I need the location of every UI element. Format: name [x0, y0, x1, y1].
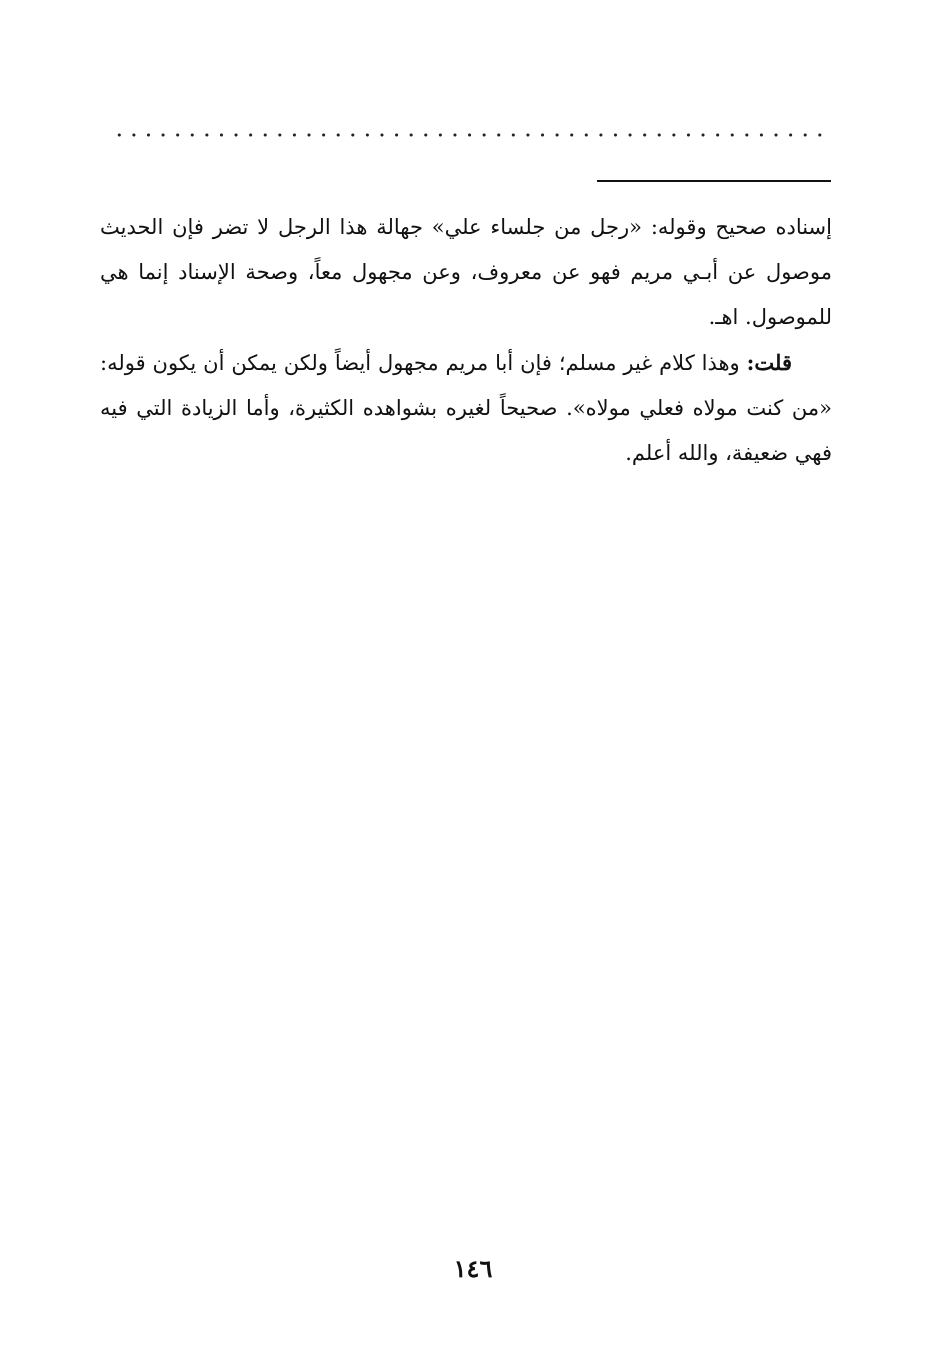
footnote-rule — [597, 180, 831, 182]
body-text — [100, 205, 832, 476]
dotted-separator — [112, 133, 830, 137]
paragraph-1: إسناده صحيح وقوله: «رجل من جلساء علي» جهالة هذا الرجل لا تضر فإن الحديث موصول عن أبـي مريم فهو عن معروف، وعن مجهول معاً، وصحة الإسناد إنما هي للموصول. اهـ. — [100, 215, 832, 329]
paragraph-2 — [100, 340, 832, 476]
page-number: ١٤٦ — [453, 1254, 493, 1283]
paragraph-2-body: وهذا كلام غير مسلم؛ فإن أبا مريم مجهول أيضاً ولكن يمكن أن يكون قوله: «من كنت مولاه فعلي مولاه». صحيحاً لغيره بشواهده الكثيرة، وأما الزيادة التي فيه فهي ضعيفة، والله أعلم. — [100, 351, 832, 465]
paragraph-2-lead: قلت: — [746, 350, 792, 375]
